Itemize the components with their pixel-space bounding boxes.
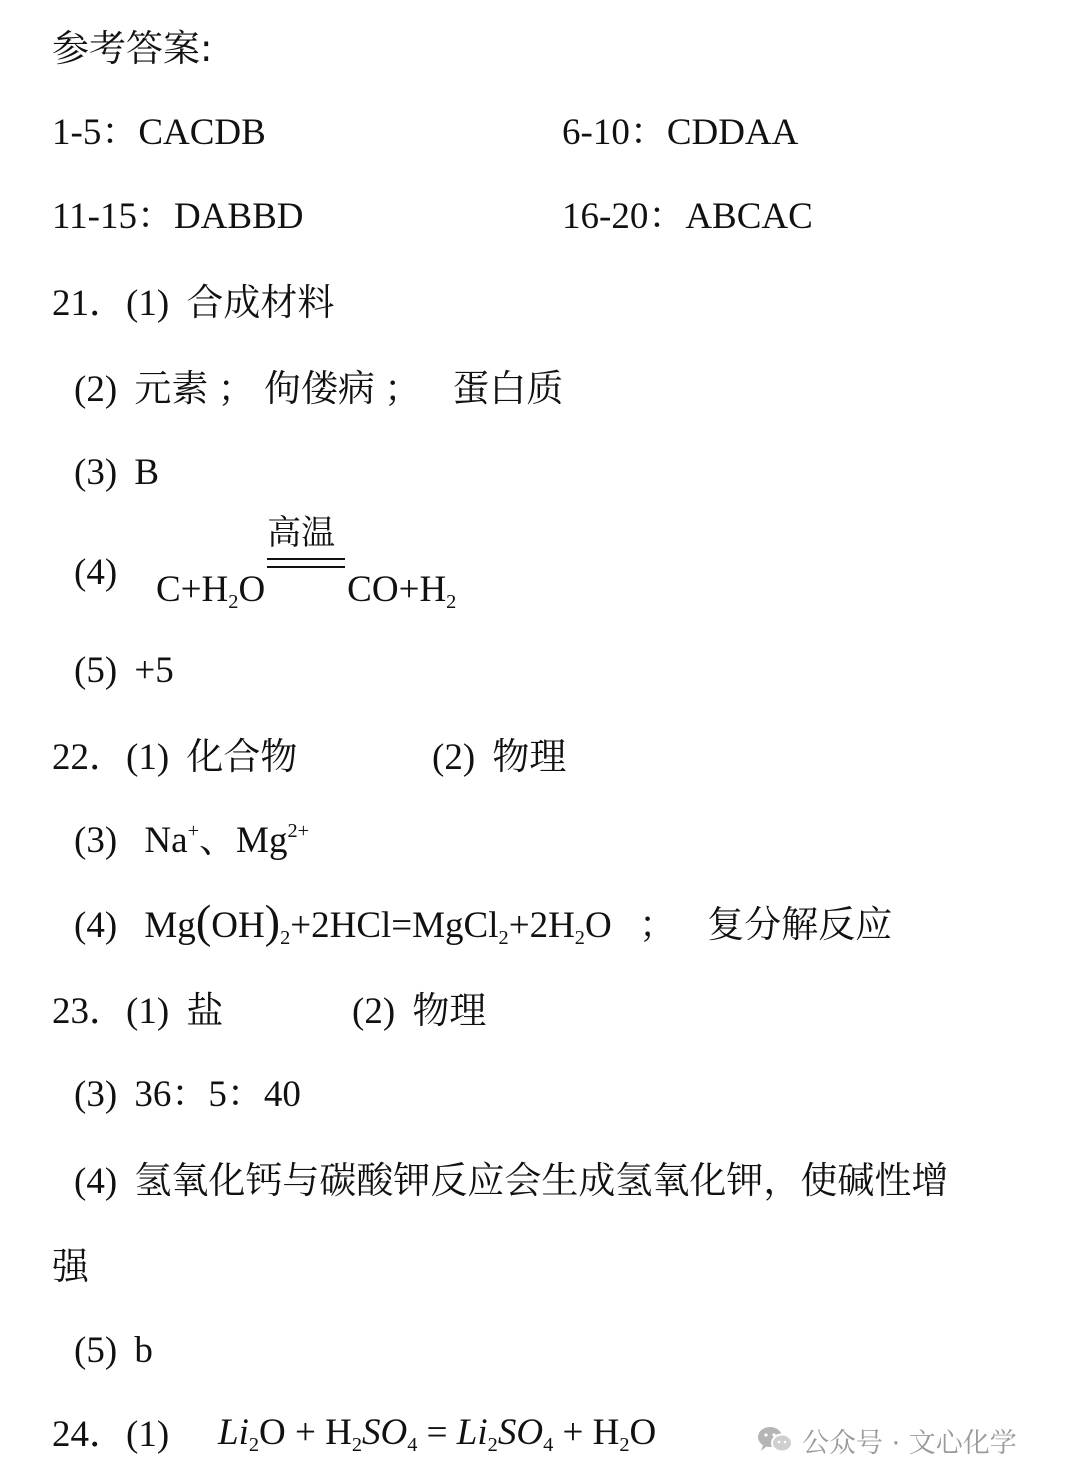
equation-lithium-oxide: $Li_2O + H_2SO_4 = Li_2SO_4 + H_2O$: [218, 1412, 657, 1457]
answer-text: B: [134, 452, 160, 493]
part-label: (3): [74, 820, 118, 861]
q22-part1: [52, 735, 298, 778]
separator: ；: [638, 903, 676, 946]
q23-part3: [74, 1076, 301, 1113]
watermark-text: 公众号 · 文心化学: [802, 1427, 1017, 1459]
question-number: 24．: [52, 1414, 126, 1455]
answer-text: 佝偻病: [263, 367, 375, 410]
answer-text: 元素: [134, 367, 209, 410]
q21-part5: [74, 652, 174, 689]
answer-text: 化合物: [186, 735, 298, 778]
answer-text: 氢氧化钙与碳酸钾反应会生成氢氧化钾，使碱性增: [134, 1159, 949, 1202]
part-label: (3): [74, 452, 118, 493]
condition-label: 高温: [267, 513, 336, 553]
q24-part1: [52, 1416, 177, 1453]
q22-part3: [74, 819, 310, 861]
q21-part3: [74, 454, 159, 491]
mc-answers-6-10: 6-10：CDDAA: [562, 112, 799, 153]
part-label: (5): [74, 650, 118, 691]
part-label: (4): [74, 905, 118, 946]
question-number: 21．: [52, 283, 126, 324]
ions-formula: Na+、$Mg^{2+}$: [144, 819, 310, 861]
q23-part2: [352, 989, 487, 1032]
q23-part4: [74, 1159, 949, 1202]
part-label: (1): [126, 737, 170, 778]
answer-text: 36：5：40: [134, 1074, 301, 1115]
mc-answers-1-5: 1-5：CACDB: [52, 112, 266, 153]
q22-part4: [74, 897, 893, 950]
separator: ；: [217, 367, 255, 410]
part-label: (3): [74, 1074, 118, 1115]
mc-answers-16-20: 16-20：ABCAC: [562, 196, 813, 237]
answer-text: +5: [134, 650, 174, 691]
reaction-type: 复分解反应: [707, 903, 893, 946]
part-label: (1): [126, 283, 170, 324]
part-label: (2): [432, 737, 476, 778]
wechat-icon: [756, 1425, 794, 1455]
q23-part5: [74, 1332, 153, 1369]
question-number: 22．: [52, 737, 126, 778]
answer-text: 盐: [186, 989, 224, 1032]
answer-text: 合成材料: [186, 281, 335, 324]
q22-part2: [432, 735, 567, 778]
part-label: (2): [74, 369, 118, 410]
q21-part2: [74, 367, 564, 410]
answer-text: 物理: [412, 989, 487, 1032]
question-number: 23．: [52, 991, 126, 1032]
part-label: (1): [126, 1414, 170, 1455]
reaction-condition: [265, 513, 347, 601]
q23-part4-continued: 强: [52, 1245, 89, 1288]
page-title: 参考答案:: [52, 27, 213, 70]
separator: ；: [384, 367, 422, 410]
part-label: (1): [126, 991, 170, 1032]
answer-text: 蛋白质: [452, 367, 564, 410]
q23-part1: [52, 989, 224, 1032]
equation-magnesium-hydroxide: $Mg(OH)_2+2HCl=MgCl_2+2H_2O$: [144, 897, 612, 950]
part-label: (5): [74, 1330, 118, 1371]
mc-answers-11-15: 11-15：DABBD: [52, 196, 304, 237]
equation-carbon-water: $C+H_2O$ 高温 $CO+H_2$: [156, 513, 457, 614]
part-label: (2): [352, 991, 396, 1032]
answer-text: b: [134, 1330, 153, 1371]
watermark: [756, 1420, 1017, 1460]
part-label: (4): [74, 1161, 118, 1202]
q21-part4: [74, 554, 125, 591]
q21-part1: [52, 281, 335, 324]
part-label: (4): [74, 552, 118, 593]
answer-text: 物理: [492, 735, 567, 778]
double-equals-line: [267, 558, 345, 568]
